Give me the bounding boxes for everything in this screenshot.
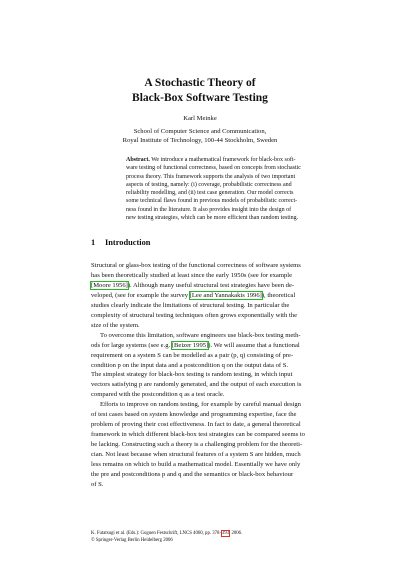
footer-citation-line xyxy=(91,531,242,537)
section-title: Introduction xyxy=(105,238,151,247)
body-line: less remains on which to build a mathematical model. Essentially we have only xyxy=(91,461,301,468)
body-line: vectors satisfying p are randomly generated, and the output of each execution is xyxy=(91,381,302,389)
body-line: requirement on a system S can be modelled as a pair (p, q) consisting of pre- xyxy=(91,351,294,359)
abstract-line: new testing strategies, which can be more efficient than random testing. xyxy=(126,215,299,222)
page-range-link[interactable]: 393 xyxy=(221,531,230,536)
body-line: Structural or glass-box testing of the functional correctness of software systems xyxy=(91,262,301,269)
citation-link[interactable]: [Lee and Yannakakis 1996] xyxy=(189,291,262,299)
body-line: problem of proving their cost effectiveness. In fact to date, a general theoretical xyxy=(91,421,301,429)
body-line-text: ), theoretical xyxy=(261,291,296,299)
abstract-line: aspects of testing, namely: (i) coverage, probabilistic correctness and xyxy=(126,181,292,188)
body-line: the pre and postconditions p and q and the semantics or black-box behaviour xyxy=(91,470,294,478)
abstract xyxy=(126,156,312,222)
affiliation-line-2: Royal Institute of Technology, 100-44 Stockholm, Sweden xyxy=(122,137,278,144)
abstract-label: Abstract. xyxy=(126,157,150,163)
body-line: compared with the postcondition q as a test oracle. xyxy=(91,391,225,399)
abstract-line-text: We introduce a mathematical framework for black-box soft- xyxy=(151,157,296,163)
body-line: condition p on the input data and a postcondition q on the output data of S. xyxy=(91,361,289,369)
body-line: has been theoretically studied at least since the early 1950s (see for example xyxy=(91,271,293,279)
copyright-icon: © xyxy=(91,538,95,543)
affiliation-line-1: School of Computer Science and Communication, xyxy=(133,128,267,135)
body-line: To overcome this limitation, software engineers use black-box testing meth- xyxy=(100,331,301,339)
abstract-line: some technical flaws found in previous models of probabilistic correct- xyxy=(126,198,298,205)
body-line-text: ods for large systems (see e.g. xyxy=(91,341,172,349)
body-line: complexity of structural testing techniques often grows exponentially with the xyxy=(91,311,298,319)
citation-link[interactable]: [Beizer 1995] xyxy=(171,341,209,349)
body-line: of S. xyxy=(91,480,104,488)
body-line xyxy=(91,281,294,290)
abstract-line: process theory. This framework supports the analysis of two important xyxy=(126,173,296,180)
body-line-text: ). We will assume that a functional xyxy=(208,341,300,349)
body-line-text: ). Although many useful structural test strategies have been de- xyxy=(127,281,295,289)
abstract-line xyxy=(126,156,312,164)
body-line: size of the system. xyxy=(91,321,140,329)
body-line: studies clearly indicate the limitations of structural testing. In particular the xyxy=(91,301,290,309)
author-name: Karl Meinke xyxy=(183,115,217,122)
abstract-line: ware testing of functional correctness, based on concepts from stochastic xyxy=(126,165,301,172)
body-line: framework in which different black-box test strategies can be compared seems to xyxy=(91,431,305,439)
body-line: of test cases based on system knowledge and programming expertise, face the xyxy=(91,411,297,419)
body-line xyxy=(91,341,300,350)
body-line: The simplest strategy for black-box testing is random testing, in which input xyxy=(91,371,293,379)
paper-title-line-1: A Stochastic Theory of xyxy=(144,77,256,89)
body-line: be lacking. Constructing such a theory is a challenging problem for the theoreti- xyxy=(91,441,303,449)
body-line-text: veloped, (see for example the survey xyxy=(91,291,190,299)
footer-citation-text: K. Futatsugi et al. (Eds.): Goguen Festschrift, LNCS 4060, pp. 378– xyxy=(91,531,222,536)
abstract-line: ness found in the literature. It also provides insight into the design of xyxy=(126,206,292,213)
abstract-line: reliability modelling, and (ii) test case generation. Our model corrects xyxy=(126,190,294,197)
body-line: cian. Not least because when structural features of a system S are hidden, much xyxy=(91,451,301,458)
body-line xyxy=(91,291,295,300)
section-heading xyxy=(91,238,150,247)
paper-title-line-2: Black-Box Software Testing xyxy=(132,92,268,104)
section-number: 1 xyxy=(91,238,96,247)
footer-copyright-text: Springer-Verlag Berlin Heidelberg 2006 xyxy=(95,538,173,543)
footer-citation-end: , 2006. xyxy=(229,531,243,536)
body-line: Efforts to improve on random testing, for example by careful manual design xyxy=(100,401,301,409)
citation-link[interactable]: [Moore 1956] xyxy=(91,281,128,289)
footer-copyright-line xyxy=(91,538,173,544)
